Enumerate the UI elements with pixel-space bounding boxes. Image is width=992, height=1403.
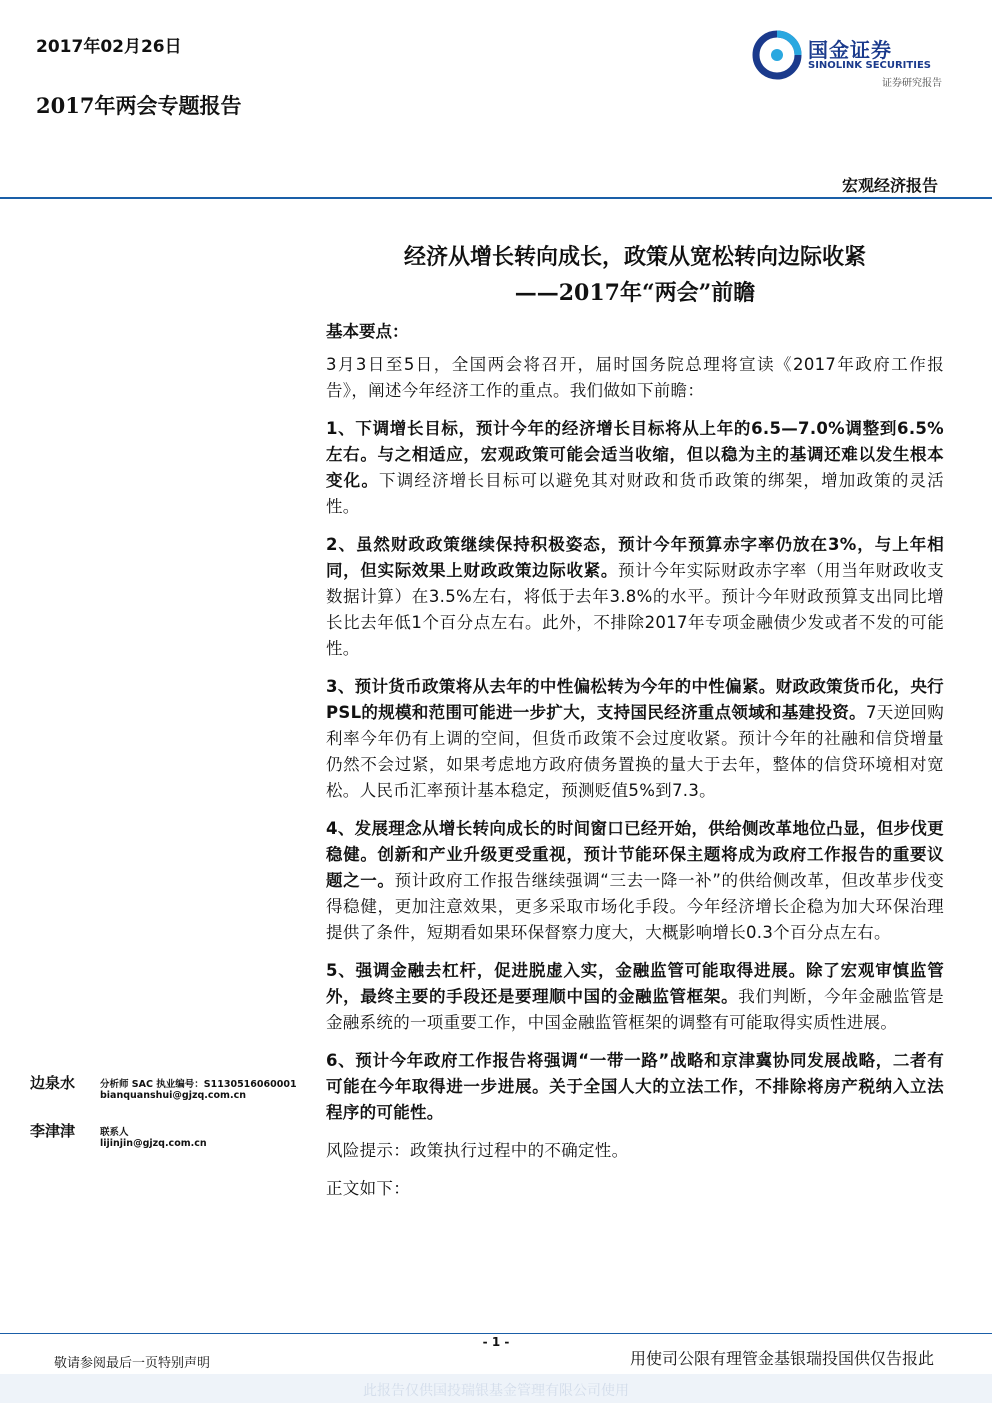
contact-email[interactable]: lijinjin@gjzq.com.cn bbox=[100, 1138, 207, 1149]
point-5-bold: 5、强调金融去杠杆，促进脱虚入实，金融监管可能取得进展。除了宏观审慎监管外，最终主要的手段还是要理顺中国的金融监管框架。 bbox=[326, 961, 944, 1006]
point-3-bold: 3、预计货币政策将从去年的中性偏松转为今年的中性偏紧。财政政策货币化，央行PSL的规模和范围可能进一步扩大，支持国民经济重点领域和基建投资。 bbox=[326, 677, 944, 722]
point-2-bold: 2、虽然财政政策继续保持积极姿态，预计今年预算赤字率仍放在3%，与上年相同，但实际效果上财政政策边际收紧。 bbox=[326, 535, 944, 580]
point-6-bold: 6、预计今年政府工作报告将强调“一带一路”战略和京津冀协同发展战略，二者有可能在今年取得进一步进展。关于全国人大的立法工作，不排除将房产税纳入立法程序的可能性。 bbox=[326, 1051, 944, 1122]
sinolink-logo-icon bbox=[752, 30, 802, 80]
report-category: 宏观经济报告 bbox=[841, 176, 938, 195]
point-2 bbox=[326, 532, 944, 662]
risk-warning: 风险提示：政策执行过程中的不确定性。 bbox=[326, 1141, 629, 1160]
point-1-bold: 1、下调增长目标，预计今年的经济增长目标将从上年的6.5—7.0%调整到6.5%左右。与之相适应，宏观政策可能会适当收缩，但以稳为主的基调还难以发生根本变化。 bbox=[326, 419, 944, 490]
report-date: 2017年02月26日 bbox=[36, 37, 182, 57]
point-1-text: 下调经济增长目标可以避免其对财政和货币政策的绑架，增加政策的灵活性。 bbox=[326, 471, 944, 516]
point-4-bold: 4、发展理念从增长转向成长的时间窗口已经开始，供给侧改革地位凸显，但步伐更稳健。创新和产业升级更受重视，预计节能环保主题将成为政府工作报告的重要议题之一。 bbox=[326, 819, 944, 890]
contact-name: 李津津 bbox=[30, 1122, 76, 1140]
point-5 bbox=[326, 958, 944, 1036]
footer-note: 用使司公限有理管金基银瑞投国供仅告报此 bbox=[629, 1349, 934, 1368]
contact-role: 联系人 bbox=[100, 1127, 129, 1138]
closing-line: 正文如下： bbox=[326, 1179, 410, 1198]
page-number: - 1 - bbox=[482, 1335, 510, 1349]
analyst-email[interactable]: bianquanshui@gjzq.com.cn bbox=[100, 1090, 246, 1101]
footer-divider bbox=[0, 1333, 992, 1334]
analyst-role: 分析师 SAC 执业编号：S1130516060001 bbox=[100, 1079, 297, 1090]
point-1 bbox=[326, 416, 944, 520]
point-3 bbox=[326, 674, 944, 804]
point-4 bbox=[326, 816, 944, 946]
point-4-text: 预计政府工作报告继续强调“三去一降一补”的供给侧改革，但改革步伐变得稳健，更加注意效果，更多采取市场化手段。今年经济增长企稳为加大环保治理提供了条件，短期看如果环保督察力度大，大概影响增长0.3个百分点左右。 bbox=[326, 871, 945, 942]
header-divider bbox=[0, 197, 992, 199]
footer-watermark: 此报告仅供国投瑞银基金管理有限公司使用 bbox=[363, 1383, 629, 1399]
report-series: 2017年两会专题报告 bbox=[36, 93, 242, 118]
point-6 bbox=[326, 1048, 944, 1126]
report-title: 经济从增长转向成长，政策从宽松转向边际收紧 bbox=[403, 244, 866, 270]
company-logo bbox=[752, 26, 952, 92]
point-3-text: 7天逆回购利率今年仍有上调的空间，但货币政策不会过度收紧。预计今年的社融和信贷增量仍然不会过紧，如果考虑地方政府债务置换的量大于去年，整体的信贷环境相对宽松。人民币汇率预计基本稳定，预测贬值5%到7.3。 bbox=[326, 703, 945, 800]
point-5-text: 我们判断，今年金融监管是金融系统的一项重要工作，中国金融监管框架的调整有可能取得实质性进展。 bbox=[326, 987, 944, 1032]
intro-paragraph: 3月3日至5日，全国两会将召开，届时国务院总理将宣读《2017年政府工作报告》，阐述今年经济工作的重点。我们做如下前瞻： bbox=[326, 355, 944, 400]
logo-chinese: 国金证券 bbox=[808, 38, 892, 62]
key-points-heading: 基本要点： bbox=[326, 322, 409, 341]
analyst-name: 边泉水 bbox=[30, 1074, 76, 1092]
logo-english: SINOLINK SECURITIES bbox=[808, 60, 931, 71]
footer-disclaimer: 敬请参阅最后一页特别声明 bbox=[54, 1356, 211, 1371]
main-content bbox=[326, 318, 944, 1214]
point-2-text: 预计今年实际财政赤字率（用当年财政收支数据计算）在3.5%左右，将低于去年3.8%的水平。预计今年财政预算支出同比增长比去年低1个百分点左右。此外，不排除2017年专项金融债少发或者不发的可能性。 bbox=[326, 561, 944, 658]
logo-subtitle: 证券研究报告 bbox=[882, 78, 942, 89]
report-subtitle: ——2017年“两会”前瞻 bbox=[514, 280, 756, 306]
